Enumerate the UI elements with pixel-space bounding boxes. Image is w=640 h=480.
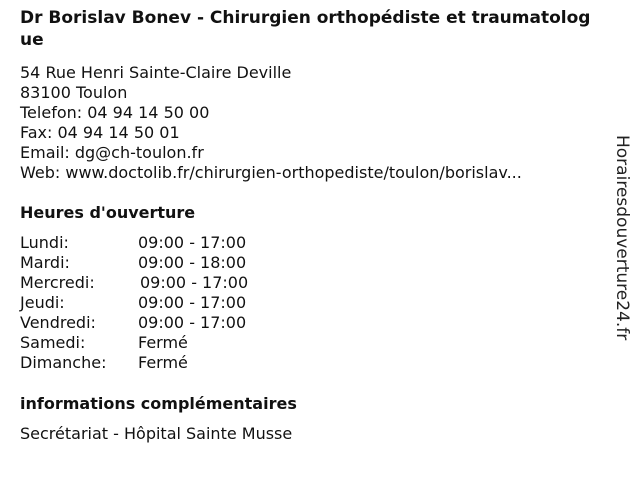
website-link[interactable]: Web: www.doctolib.fr/chirurgien-orthopediste/toulon/borislav... xyxy=(20,163,522,182)
hours-row-friday xyxy=(20,313,600,333)
phone-number: Telefon: 04 94 14 50 00 xyxy=(20,103,210,122)
time-value: 09:00 - 17:00 xyxy=(138,313,247,332)
day-label: Jeudi: xyxy=(20,293,65,312)
day-label: Samedi: xyxy=(20,333,86,352)
day-label: Mardi: xyxy=(20,253,70,272)
hours-row-tuesday xyxy=(20,253,600,273)
hours-row-sunday xyxy=(20,353,600,373)
hours-row-wednesday xyxy=(20,273,600,293)
time-value: Fermé xyxy=(138,353,188,372)
address-city: 83100 Toulon xyxy=(20,83,128,102)
page-title: Dr Borislav Bonev - Chirurgien orthopédiste et traumatologue xyxy=(20,8,591,50)
time-value: 09:00 - 17:00 xyxy=(138,233,247,252)
business-card xyxy=(20,7,600,444)
opening-hours-table xyxy=(20,233,600,373)
day-label: Mercredi: xyxy=(20,273,95,292)
time-value: 09:00 - 17:00 xyxy=(138,293,247,312)
opening-hours-heading: Heures d'ouverture xyxy=(20,203,196,222)
additional-info-heading: informations complémentaires xyxy=(20,394,297,413)
address-street: 54 Rue Henri Sainte-Claire Deville xyxy=(20,63,292,82)
time-value: 09:00 - 17:00 xyxy=(140,273,249,292)
email-address: Email: dg@ch-toulon.fr xyxy=(20,143,204,162)
hours-row-thursday xyxy=(20,293,600,313)
time-value: Fermé xyxy=(138,333,188,352)
day-label: Lundi: xyxy=(20,233,69,252)
contact-block xyxy=(20,63,600,183)
day-label: Vendredi: xyxy=(20,313,96,332)
hours-row-monday xyxy=(20,233,600,253)
day-label: Dimanche: xyxy=(20,353,107,372)
fax-number: Fax: 04 94 14 50 01 xyxy=(20,123,180,142)
hours-row-saturday xyxy=(20,333,600,353)
time-value: 09:00 - 18:00 xyxy=(138,253,247,272)
site-watermark: Horairesdouverture24.fr xyxy=(612,135,632,341)
additional-info-text: Secrétariat - Hôpital Sainte Musse xyxy=(20,424,293,443)
